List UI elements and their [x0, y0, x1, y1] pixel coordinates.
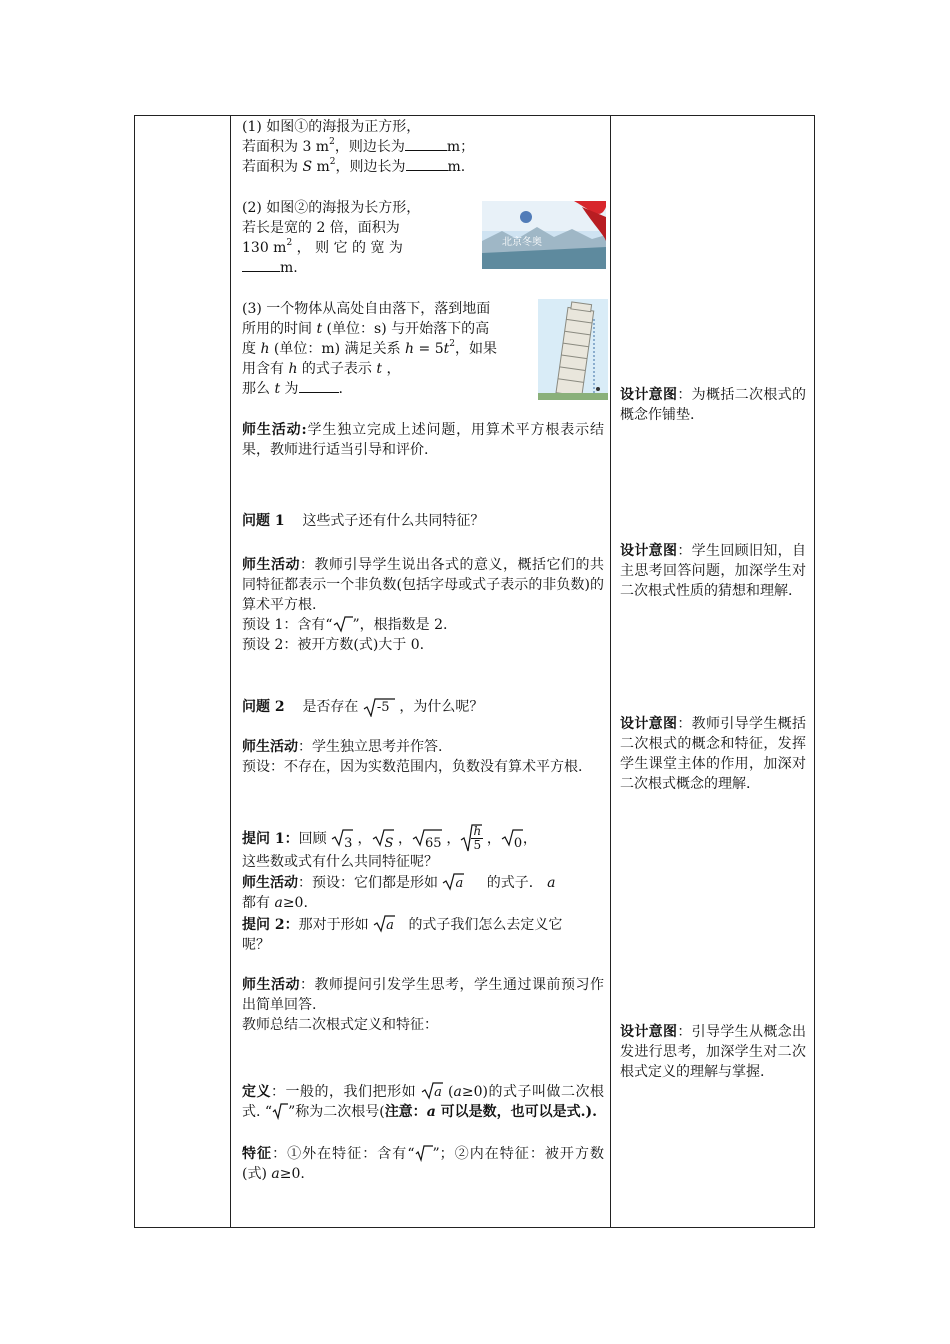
question-1: (1) 如图①的海报为正方形， 若面积为 3 $m^2$，则边长为 m； 若面积为 S $m^2$，则边长为 m.: [242, 119, 475, 175]
feature: 特征：①外在特征：含有“ ”；②内在特征：被开方数(式) a≥0.: [242, 1146, 604, 1182]
poster-illustration: [482, 201, 606, 269]
radical-h-over-5: $\frac{h}{5}$: [460, 824, 482, 852]
radical-neg5: -5: [363, 697, 395, 715]
radical-3: 3: [331, 829, 353, 847]
ask-1: 提问 1：回顾 3 ， S ， 65 ， $\frac{h}{5}$ ， 0 ， 这些数或式有什么共同特征呢？: [242, 824, 537, 870]
radical-a: a: [442, 873, 464, 891]
design-intent-3: 设计意图：教师引导学生概括二次根式的概念和特征，发挥学生课堂主体的作用，加深对二次根式概念的理解.: [620, 716, 807, 792]
tower-illustration: [538, 299, 608, 400]
design-intent-4: 设计意图：引导学生从概念出发进行思考，加深学生对二次根式定义的理解与掌握.: [620, 1024, 807, 1080]
design-intent-1: 设计意图：为概括二次根式的概念作铺垫.: [620, 387, 807, 423]
definition: 定义：一般的，我们把形如 a (a≥0)的式子叫做二次根式. “ ”称为二次根号(注意：a 可以是数，也可以是式.).: [242, 1084, 605, 1120]
column-divider-2: [610, 115, 611, 1228]
radical-sign-icon-feature: [415, 1144, 433, 1162]
problem-1: 问题 1 这些式子还有什么共同特征？: [242, 513, 485, 529]
radical-65: 65: [412, 829, 442, 847]
question-2: (2) 如图②的海报为长方形， 若长是宽的 2 倍，面积为 130 $m^2$ ， 则 它 的 宽 为 m.: [242, 200, 421, 276]
activity-2: 师生活动：教师引导学生说出各式的意义，概括它们的共同特征都表示一个非负数(包括字母或式子表示的非负数)的算术平方根. 预设 1：含有“ ”，根指数是 2. 预设 2：被开方数(式)大于 0.: [242, 557, 604, 653]
radical-sign-icon-def: [272, 1102, 288, 1120]
column-divider-1: [230, 115, 231, 1228]
poster-image: [482, 201, 606, 269]
radical-a-def: a: [421, 1082, 443, 1100]
problem-2: 问题 2 是否存在 -5 ，为什么呢？: [242, 699, 484, 715]
radical-sign-icon: [333, 615, 353, 633]
radical-0: 0: [501, 829, 523, 847]
activity-3: 师生活动：学生独立思考并作答. 预设：不存在，因为实数范围内，负数没有算术平方根.: [242, 739, 583, 775]
activity-1: 师生活动:学生独立完成上述问题，用算术平方根表示结果，教师进行适当引导和评价.: [242, 422, 604, 458]
design-intent-2: 设计意图：学生回顾旧知，自主思考回答问题，加深学生对二次根式性质的猜想和理解.: [620, 543, 807, 599]
radical-S: S: [372, 829, 394, 847]
leaning-tower-image: [538, 299, 608, 400]
activity-5: 师生活动：教师提问引发学生思考，学生通过课前预习作出简单回答. 教师总结二次根式定义和特征：: [242, 977, 604, 1033]
question-3: (3) 一个物体从高处自由落下，落到地面 所用的时间 t (单位：s) 与开始落下的高 度 h (单位：m) 满足关系 $h = 5t^2$，如果 用含有 h 的式子表示 t ， 那么 t 为 .: [242, 301, 497, 397]
ask-2: 提问 2：那对于形如 a 的式子我们怎么去定义它 呢？: [242, 917, 563, 953]
radical-a-2: a: [373, 915, 395, 933]
poster-caption: 北京冬奥: [502, 237, 542, 248]
activity-4: 师生活动：预设：它们都是形如 a 的式子． a 都有 a≥0.: [242, 875, 556, 911]
